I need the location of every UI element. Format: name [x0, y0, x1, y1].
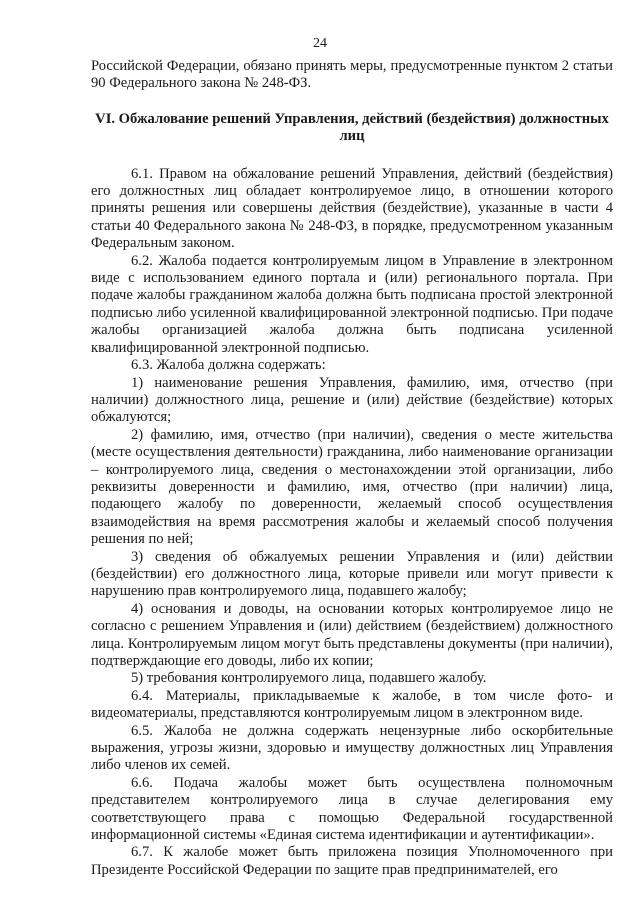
paragraph-6-4: 6.4. Материалы, прикладываемые к жалобе, в том числе фото- и видеоматериалы, представляются контролируемым лицом в электронном виде.: [91, 687, 613, 722]
paragraph-6-3: 6.3. Жалоба должна содержать:: [131, 357, 326, 374]
paragraph-6-7: 6.7. К жалобе может быть приложена позиция Уполномоченного при Президенте Российской Федерации по защите прав предпринимателей, его: [91, 844, 613, 878]
list-item-1: 1) наименование решения Управления, фамилию, имя, отчество (при наличии) должностного лица, решение и (или) действие (бездействие) которых обжалуются;: [91, 374, 613, 426]
list-item-3: 3) сведения об обжалуемых решении Управления и (или) действии (бездействии) его должностного лица, которые привели или могут привести к нарушению прав контролируемого лица, подавшего жалобу;: [91, 548, 613, 600]
list-item-5: 5) требования контролируемого лица, подавшего жалобу.: [131, 670, 487, 687]
document-body: [91, 58, 613, 879]
list-item-2: 2) фамилию, имя, отчество (при наличии), сведения о месте жительства (месте осуществления деятельности) гражданина, либо наименование организации – контролируемого лица, сведения о местонахождении этой организации, либо реквизиты доверенности и фамилию, имя, отчество (при наличии) лица, подающего жалобу по доверенности, желаемый способ осуществления взаимодействия на время рассмотрения жалобы и желаемый способ получения решения по ней;: [91, 426, 613, 548]
paragraph-6-6: 6.6. Подача жалобы может быть осуществлена полномочным представителем контролируемого лица в случае делегирования ему соответствующего права с помощью Федеральной государственной информационной системы «Единая система идентификации и аутентификации».: [91, 774, 613, 844]
intro-paragraph: Российской Федерации, обязано принять меры, предусмотренные пунктом 2 статьи 90 Федерального закона № 248-ФЗ.: [91, 58, 613, 92]
list-item-4: 4) основания и доводы, на основании которых контролируемое лицо не согласно с решением Управления и (или) действием (бездействием) должностного лица. Контролируемым лицом могут быть представлены документы (при наличии), подтверждающие его доводы, либо их копии;: [91, 600, 613, 669]
paragraph-6-1: 6.1. Правом на обжалование решений Управления, действий (бездействия) его должностных лиц обладает контролируемое лицо, в отношении которого приняты решения или совершены действия (бездействие), указанные в части 4 статьи 40 Федерального закона № 248-ФЗ, в порядке, предусмотренном указанным Федеральным законом.: [91, 165, 613, 252]
page-number: 24: [313, 36, 327, 51]
section-title: VI. Обжалование решений Управления, действий (бездействия) должностных лиц: [95, 110, 609, 145]
paragraph-6-2: 6.2. Жалоба подается контролируемым лицом в Управление в электронном виде с использованием единого портала и (или) регионального портала. При подаче жалобы гражданином жалоба должна быть подписана простой электронной подписью либо усиленной квалифицированной электронной подписью. При подаче жалобы организацией жалоба должна быть подписана усиленной квалифицированной электронной подписью.: [91, 252, 613, 356]
paragraph-6-5: 6.5. Жалоба не должна содержать нецензурные либо оскорбительные выражения, угрозы жизни, здоровью и имуществу должностных лиц Управления либо членов их семей.: [91, 722, 613, 774]
